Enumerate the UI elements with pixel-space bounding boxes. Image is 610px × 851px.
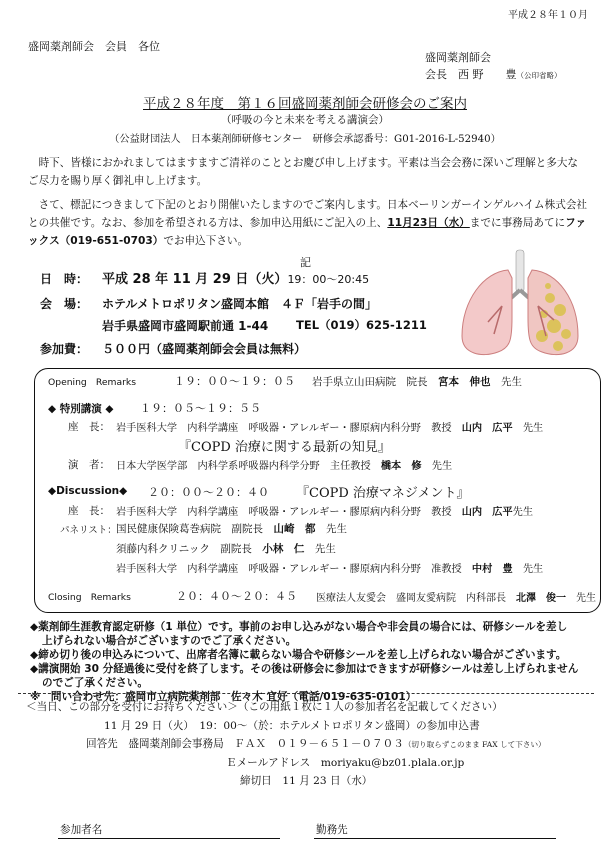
seal-note: （公印省略）: [516, 71, 562, 80]
opening-label: Opening Remarks: [48, 377, 137, 388]
speaker-suffix: 先生: [421, 461, 453, 472]
lecture-time: １９：０５〜１９：５５: [140, 402, 261, 415]
form-header: ＜当日、この部分を受付にお持ちください＞（この用紙１枚に１人の参加者名を記載してください）: [26, 701, 503, 713]
closing-speaker: [316, 589, 596, 604]
subtitle: （呼吸の今と未来を考える講演会）: [221, 114, 389, 126]
note-3b: のでご了承ください。: [42, 677, 148, 689]
venue-address: 岩手県盛岡市盛岡駅前通 1-44: [102, 319, 269, 333]
speaker: [116, 457, 452, 472]
approval-number: （公益財団法人 日本薬剤師研修センター 研修会承認番号：G01-2016-L-52940）: [109, 134, 501, 145]
panelist-1-name: 山崎 都: [273, 523, 316, 535]
greeting-paragraph: 時下、皆様におかれましてはますますご清祥のこととお慶び申し上げます。平素は当会会務に深いご理解と多大なご尽力を賜り厚く御礼申し上げます。: [28, 157, 579, 187]
venue-tel: TEL（019）625-1211: [296, 318, 427, 332]
lecture-chair-name: 山内 広平: [461, 423, 513, 434]
datetime-time: 19：00〜20:45: [287, 273, 370, 286]
lecture-label: ◆ 特別講演 ◆: [48, 403, 114, 415]
lungs-illustration: [454, 248, 584, 360]
opening-speaker: [312, 374, 522, 389]
form-event-line: 11 月 29 日（火） 19：00〜（於：ホテルメトロポリタン盛岡）の参加申込書: [104, 720, 480, 732]
closing-name: 北澤 俊一: [516, 593, 566, 604]
opening-name: 宮本 伸也: [438, 376, 491, 388]
panelist-3-name: 中村 豊: [471, 564, 513, 575]
speaker-label: 演 者：: [68, 459, 110, 471]
panelist-3: [116, 560, 543, 575]
sender-name: [425, 66, 562, 82]
disc-chair-affiliation: 岩手医科大学 内科学講座 呼吸器・アレルギー・膠原病内科分野 教授: [116, 507, 462, 518]
form-fax: [86, 736, 546, 751]
lecture-chair-affiliation: 岩手医科大学 内科学講座 呼吸器・アレルギー・膠原病内科分野 教授: [116, 423, 462, 434]
workplace-field[interactable]: [314, 838, 556, 839]
datetime-value: [102, 268, 369, 287]
speaker-affiliation: 日本大学医学部 内科学系呼吸器内科学分野 主任教授: [116, 461, 381, 472]
info-text-b: までに事務局あてに: [469, 217, 566, 229]
datetime-date: 平成 28 年 11 月 29 日（火）: [102, 272, 288, 287]
panelist-1: [116, 521, 347, 536]
fee-label: 参加費：: [40, 342, 89, 356]
panelist-3-affiliation: 岩手医科大学 内科学講座 呼吸器・アレルギー・膠原病内科分野 准教授: [116, 564, 472, 575]
issue-date: 平成２８年１０月: [508, 10, 588, 21]
datetime-label: 日 時：: [40, 272, 89, 286]
panelist-2-suffix: 先生: [304, 543, 336, 555]
fee-value: ５００円（盛岡薬剤師会会員は無料）: [102, 342, 307, 356]
lecture-chair-suffix: 先生: [512, 423, 544, 434]
participant-name-field[interactable]: [58, 838, 280, 839]
workplace-label: 勤務先: [316, 824, 348, 836]
fax-note: （切り取らずこのまま FAX して下さい）: [403, 740, 546, 749]
discussion-label: ◆Discussion◆: [48, 485, 128, 497]
lecture-title: 『COPD 治療に関する最新の知見』: [178, 440, 391, 455]
venue-value: ホテルメトロポリタン盛岡本館 ４Ｆ「岩手の間」: [102, 297, 378, 311]
panel-label: パネリスト：: [60, 525, 117, 536]
disc-chair-suffix: 先生: [512, 507, 534, 518]
lecture-chair-label: 座 長：: [68, 421, 110, 433]
opening-affiliation: 岩手県立山田病院 院長: [312, 376, 438, 388]
closing-time: ２０：４０〜２０：４５: [176, 590, 297, 603]
page-title: 平成２８年度 第１６回盛岡薬剤師会研修会のご案内: [143, 96, 467, 112]
disc-chair: [116, 503, 533, 518]
panelist-2-affiliation: 須藤内科クリニック 副院長: [116, 543, 263, 555]
disc-chair-name: 山内 広平: [461, 507, 513, 518]
sender-name-text: 会長 西 野 豊: [425, 68, 517, 81]
panelist-1-affiliation: 国民健康保険葛巻病院 副院長: [116, 523, 274, 535]
venue-label: 会 場：: [40, 297, 89, 311]
opening-suffix: 先生: [490, 376, 522, 388]
note-1b: 上げられない場合がございますのでご了承ください。: [42, 635, 297, 647]
fax-number: 回答先 盛岡薬剤師会事務局 ＦＡＸ ０１９－６５１－０７０３: [86, 738, 404, 750]
info-paragraph: [28, 196, 588, 250]
note-inquiry: ※ 問い合わせ先：盛岡市立病院薬剤部 佐々木 宜好（電話/019-635-0101）: [30, 691, 417, 703]
note-2: ◆締め切り後の申込みについて、出席者名簿に載らない場合や研修シールを差し上げられない場合がございます。: [30, 649, 567, 661]
closing-affiliation: 医療法人友愛会 盛岡友愛病院 内科部長: [316, 593, 516, 604]
addressee: 盛岡薬剤師会 会員 各位: [28, 40, 160, 53]
closing-label: Closing Remarks: [48, 592, 131, 603]
panelist-2: [116, 541, 336, 556]
cut-line: [18, 693, 594, 694]
note-3a: ◆講演開始 30 分経過後に受付を終了します。その後は研修会に参加はできますが研修シールは差し上げられません: [30, 663, 579, 675]
fax-highlight: ファックス（019-651-0703）: [28, 217, 587, 247]
discussion-title: 『COPD 治療マネジメント』: [296, 486, 470, 501]
discussion-time: ２０：００〜２０：４０: [148, 486, 269, 499]
panelist-2-name: 小林 仁: [262, 543, 305, 555]
panelist-3-suffix: 先生: [512, 564, 544, 575]
info-text-c: でお申込下さい。: [163, 235, 249, 247]
form-deadline: 締切日 11 月 23 日（水）: [240, 775, 373, 787]
form-email: Ｅメールアドレス moriyaku@bz01.plala.or.jp: [226, 757, 465, 769]
panelist-1-suffix: 先生: [315, 523, 347, 535]
deadline-highlight: 11月23日（水）: [387, 217, 470, 229]
sender-org: 盛岡薬剤師会: [425, 51, 491, 64]
speaker-name: 橋本 修: [380, 461, 422, 472]
note-1a: ◆薬剤師生涯教育認定研修（1 単位）です。事前のお申し込みがない場合や非会員の場合には、研修シールを差し: [30, 621, 568, 633]
participant-name-label: 参加者名: [60, 824, 103, 836]
notes: [30, 620, 578, 704]
ki-marker: 記: [300, 256, 311, 269]
opening-time: １９：００〜１９：０５: [174, 375, 295, 388]
disc-chair-label: 座 長：: [68, 505, 110, 517]
lecture-chair: [116, 419, 543, 434]
info-text-a: さて、標記につきまして下記のとおり開催いたしますのでご案内します。日本ベーリンガーインゲルハイム株式会社との共催です。なお、参加を希望される方は、参加申込用紙にご記入の上、: [28, 199, 588, 229]
closing-suffix: 先生: [566, 593, 596, 604]
